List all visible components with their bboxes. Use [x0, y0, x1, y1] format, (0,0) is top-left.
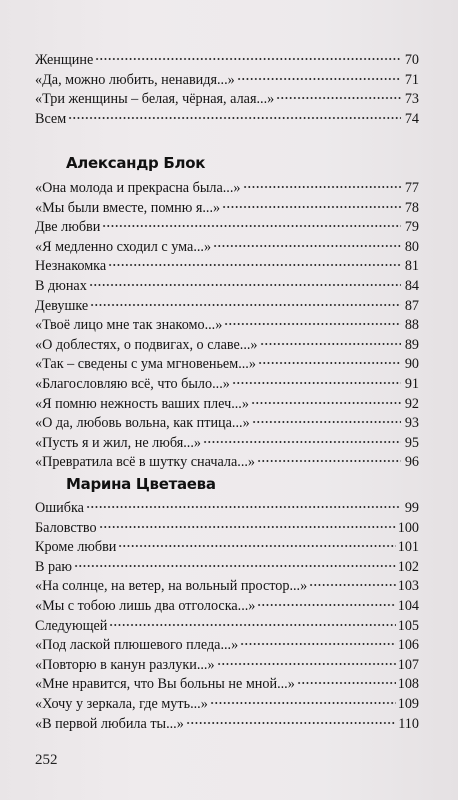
toc-entry [35, 375, 419, 395]
toc-dot-leader [213, 244, 401, 248]
toc-entry-page: 90 [404, 356, 419, 373]
toc-entry [35, 597, 419, 617]
toc-entry-title: «Хочу у зеркала, где муть...» [35, 695, 208, 712]
toc-dot-leader [309, 583, 396, 587]
toc-entry [35, 218, 419, 238]
toc-entry [35, 434, 419, 454]
toc-entry [35, 51, 419, 71]
toc-entry [35, 538, 419, 558]
toc-list-intro [35, 51, 419, 129]
toc-dot-leader [297, 681, 396, 685]
toc-entry-title: Всем [35, 110, 67, 127]
toc-entry-title: «Мы были вместе, помню я...» [35, 199, 221, 216]
toc-entry [35, 414, 419, 434]
toc-dot-leader [86, 505, 401, 509]
toc-dot-leader [260, 342, 401, 346]
toc-entry-page: 74 [404, 110, 419, 127]
toc-entry-title: «Мне нравится, что Вы больны не мной...» [35, 676, 295, 693]
toc-dot-leader [95, 57, 401, 61]
toc-entry-title: Кроме любви [35, 539, 117, 556]
toc-entry-title: «Превратила всё в шутку сначала...» [35, 454, 256, 471]
page-number: 252 [35, 752, 58, 768]
toc-list-blok [35, 179, 419, 473]
toc-entry [35, 636, 419, 656]
toc-dot-leader [74, 564, 396, 568]
section-heading-blok: Александр Блок [66, 154, 206, 172]
toc-entry-page: 88 [404, 317, 419, 334]
toc-entry-title: Ошибка [35, 500, 84, 516]
toc-entry-title: «О да, любовь вольна, как птица...» [35, 415, 250, 432]
toc-entry-page: 103 [397, 578, 419, 595]
toc-entry [35, 199, 419, 219]
toc-entry [35, 558, 419, 578]
toc-dot-leader [186, 721, 396, 725]
toc-entry-page: 102 [397, 558, 419, 575]
toc-dot-leader [240, 642, 396, 646]
toc-dot-leader [258, 361, 401, 365]
toc-entry [35, 656, 419, 676]
toc-entry-title: Девушке [35, 297, 89, 314]
toc-entry-page: 78 [404, 199, 419, 216]
toc-entry-title: «Я помню нежность ваших плеч...» [35, 395, 249, 412]
toc-dot-leader [257, 459, 401, 463]
toc-entry [35, 277, 419, 297]
toc-dot-leader [224, 322, 401, 326]
toc-entry-title: «Мы с тобою лишь два отголоска...» [35, 597, 256, 614]
toc-entry-title: «Три женщины – белая, чёрная, алая...» [35, 91, 275, 108]
toc-dot-leader [109, 623, 395, 627]
toc-entry-page: 105 [397, 617, 419, 634]
toc-entry-page: 77 [404, 180, 419, 196]
toc-entry-title: Незнакомка [35, 258, 107, 275]
toc-dot-leader [210, 701, 396, 705]
toc-entry-title: «О доблестях, о подвигах, о славе...» [35, 336, 258, 353]
toc-entry-title: «Твоё лицо мне так знакомо...» [35, 317, 223, 334]
toc-entry [35, 695, 419, 715]
toc-entry-page: 80 [404, 238, 419, 255]
toc-entry [35, 297, 419, 317]
toc-entry-page: 70 [404, 52, 419, 68]
toc-entry-page: 99 [404, 500, 419, 516]
toc-entry-page: 95 [404, 434, 419, 451]
toc-dot-leader [203, 440, 401, 444]
toc-entry-page: 108 [397, 676, 419, 693]
toc-entry-page: 71 [404, 71, 419, 88]
toc-entry [35, 519, 419, 539]
toc-dot-leader [237, 77, 401, 81]
toc-entry-title: «Она молода и прекрасна была...» [35, 180, 241, 196]
toc-entry-page: 89 [404, 336, 419, 353]
toc-entry [35, 336, 419, 356]
toc-entry-page: 109 [397, 695, 419, 712]
toc-entry [35, 395, 419, 415]
toc-entry-title: «Я медленно сходил с ума...» [35, 238, 212, 255]
toc-entry-title: Две любви [35, 219, 101, 236]
toc-entry-page: 73 [404, 91, 419, 108]
toc-entry-title: «На солнце, на ветер, на вольный простор...» [35, 578, 308, 595]
toc-dot-leader [257, 603, 395, 607]
toc-dot-leader [232, 381, 401, 385]
toc-entry [35, 675, 419, 695]
toc-entry [35, 179, 419, 199]
toc-entry [35, 499, 419, 519]
toc-dot-leader [108, 263, 401, 267]
toc-dot-leader [217, 662, 396, 666]
toc-dot-leader [251, 401, 401, 405]
toc-entry-title: «Пусть я и жил, не любя...» [35, 434, 201, 451]
toc-entry-page: 81 [404, 258, 419, 275]
toc-entry [35, 257, 419, 277]
toc-entry-title: В дюнах [35, 277, 87, 294]
toc-entry [35, 453, 419, 473]
toc-entry-page: 96 [404, 454, 419, 471]
toc-dot-leader [252, 420, 401, 424]
toc-entry-page: 106 [397, 637, 419, 654]
toc-dot-leader [89, 283, 401, 287]
toc-entry [35, 110, 419, 130]
toc-entry-page: 84 [404, 277, 419, 294]
toc-entry [35, 715, 419, 735]
toc-entry-page: 92 [404, 395, 419, 412]
toc-entry-title: «В первой любила ты...» [35, 715, 184, 732]
toc-dot-leader [243, 185, 402, 189]
toc-entry-page: 93 [404, 415, 419, 432]
section-heading-tsvetaeva: Марина Цветаева [66, 475, 216, 493]
toc-entry [35, 316, 419, 336]
toc-entry [35, 238, 419, 258]
toc-entry [35, 90, 419, 110]
toc-entry-page: 104 [397, 597, 419, 614]
toc-entry-title: Баловство [35, 519, 97, 536]
toc-entry-title: В раю [35, 558, 72, 575]
toc-list-tsvetaeva [35, 499, 419, 734]
toc-dot-leader [68, 116, 401, 120]
toc-entry [35, 355, 419, 375]
toc-entry-title: Женщине [35, 52, 94, 68]
toc-entry [35, 617, 419, 637]
toc-dot-leader [276, 96, 401, 100]
toc-entry-page: 79 [404, 219, 419, 236]
toc-entry-page: 91 [404, 375, 419, 392]
toc-entry-title: «Благословляю всё, что было...» [35, 375, 230, 392]
toc-dot-leader [118, 544, 395, 548]
toc-entry-title: «Да, можно любить, ненавидя...» [35, 71, 235, 88]
toc-entry-title: «Повторю в канун разлуки...» [35, 656, 215, 673]
toc-entry-title: Следующей [35, 617, 108, 634]
toc-entry-page: 100 [397, 519, 419, 536]
toc-entry-page: 107 [397, 656, 419, 673]
toc-entry-page: 110 [398, 715, 419, 732]
toc-entry-page: 101 [397, 539, 419, 556]
toc-entry-title: «Так – сведены с ума мгновеньем...» [35, 356, 256, 373]
toc-entry [35, 577, 419, 597]
toc-entry-title: «Под лаской плюшевого пледа...» [35, 637, 239, 654]
toc-dot-leader [90, 303, 401, 307]
toc-dot-leader [99, 525, 396, 529]
toc-dot-leader [102, 224, 401, 228]
toc-entry [35, 71, 419, 91]
toc-entry-page: 87 [404, 297, 419, 314]
toc-dot-leader [222, 205, 401, 209]
